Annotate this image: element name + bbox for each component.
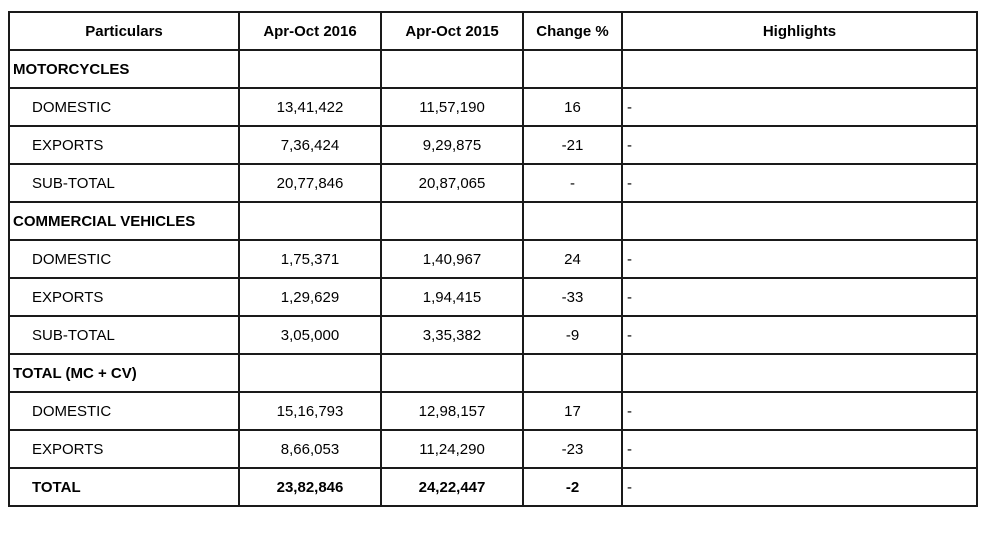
change-percent: - — [523, 164, 622, 202]
total-2016: 23,82,846 — [239, 468, 381, 506]
highlight: - — [622, 430, 977, 468]
table-row — [9, 392, 977, 430]
highlight: - — [622, 126, 977, 164]
table-row — [9, 430, 977, 468]
change-percent: 17 — [523, 392, 622, 430]
row-label: DOMESTIC — [9, 392, 239, 430]
highlight: - — [622, 278, 977, 316]
header-change-percent: Change % — [523, 12, 622, 50]
change-percent: -9 — [523, 316, 622, 354]
value-2015: 3,35,382 — [381, 316, 523, 354]
highlight: - — [622, 240, 977, 278]
table-row — [9, 278, 977, 316]
table-row — [9, 164, 977, 202]
change-percent: -33 — [523, 278, 622, 316]
header-particulars: Particulars — [9, 12, 239, 50]
section-title: COMMERCIAL VEHICLES — [9, 202, 239, 240]
value-2015: 20,87,065 — [381, 164, 523, 202]
value-2016: 1,29,629 — [239, 278, 381, 316]
highlight: - — [622, 164, 977, 202]
total-label: TOTAL — [9, 468, 239, 506]
row-label: DOMESTIC — [9, 240, 239, 278]
header-apr-oct-2016: Apr-Oct 2016 — [239, 12, 381, 50]
section-title: TOTAL (MC + CV) — [9, 354, 239, 392]
value-2015: 1,94,415 — [381, 278, 523, 316]
highlight: - — [622, 316, 977, 354]
value-2016: 8,66,053 — [239, 430, 381, 468]
table-row — [9, 240, 977, 278]
row-label: DOMESTIC — [9, 88, 239, 126]
value-2015: 11,57,190 — [381, 88, 523, 126]
value-2015: 11,24,290 — [381, 430, 523, 468]
table-row — [9, 316, 977, 354]
section-row-total-mc-cv — [9, 354, 977, 392]
highlight: - — [622, 392, 977, 430]
value-2016: 7,36,424 — [239, 126, 381, 164]
header-highlights: Highlights — [622, 12, 977, 50]
value-2015: 1,40,967 — [381, 240, 523, 278]
section-title: MOTORCYCLES — [9, 50, 239, 88]
value-2016: 13,41,422 — [239, 88, 381, 126]
row-label: EXPORTS — [9, 278, 239, 316]
change-percent: 24 — [523, 240, 622, 278]
highlight: - — [622, 88, 977, 126]
value-2016: 20,77,846 — [239, 164, 381, 202]
table-row — [9, 126, 977, 164]
value-2016: 3,05,000 — [239, 316, 381, 354]
change-percent: -21 — [523, 126, 622, 164]
value-2016: 1,75,371 — [239, 240, 381, 278]
total-row — [9, 468, 977, 506]
value-2016: 15,16,793 — [239, 392, 381, 430]
section-row-motorcycles — [9, 50, 977, 88]
change-percent: -23 — [523, 430, 622, 468]
total-change-percent: -2 — [523, 468, 622, 506]
value-2015: 12,98,157 — [381, 392, 523, 430]
value-2015: 9,29,875 — [381, 126, 523, 164]
row-label: SUB-TOTAL — [9, 316, 239, 354]
total-highlight: - — [622, 468, 977, 506]
table-row — [9, 88, 977, 126]
row-label: EXPORTS — [9, 126, 239, 164]
row-label: SUB-TOTAL — [9, 164, 239, 202]
total-2015: 24,22,447 — [381, 468, 523, 506]
header-row — [9, 12, 977, 50]
header-apr-oct-2015: Apr-Oct 2015 — [381, 12, 523, 50]
change-percent: 16 — [523, 88, 622, 126]
section-row-commercial-vehicles — [9, 202, 977, 240]
sales-table — [8, 11, 978, 507]
row-label: EXPORTS — [9, 430, 239, 468]
